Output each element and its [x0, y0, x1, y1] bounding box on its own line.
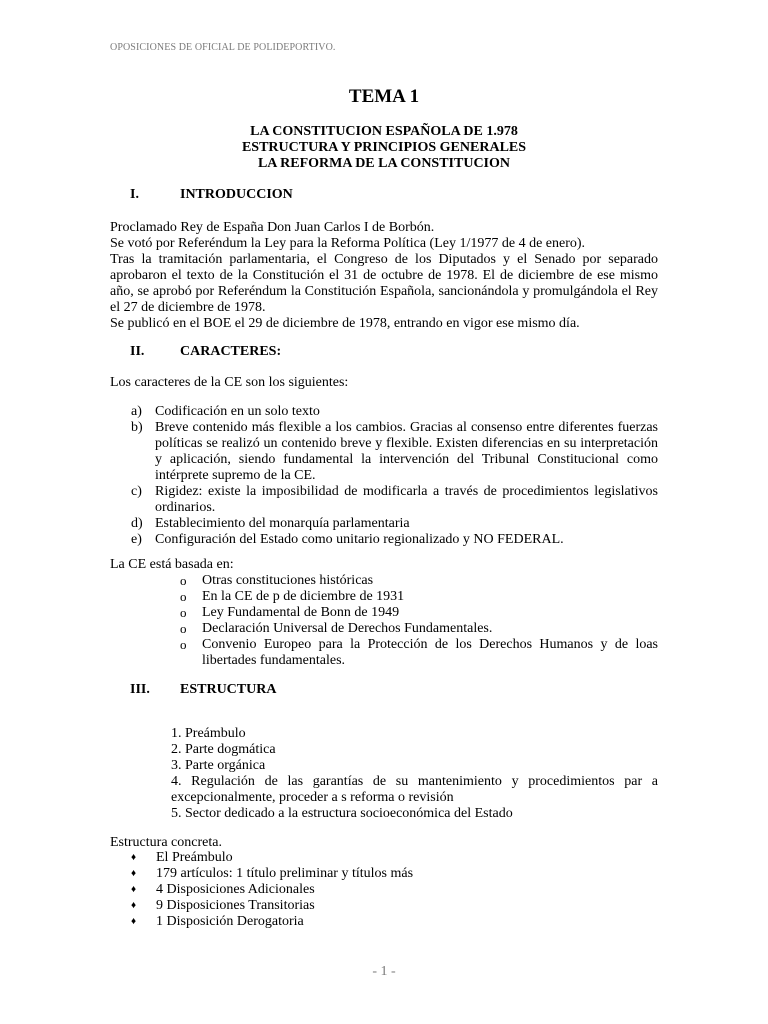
list-marker: d) — [131, 516, 143, 531]
list-item-text: Otras constituciones históricas — [202, 573, 374, 588]
intro-line: Proclamado Rey de España Don Juan Carlos I de Borbón. — [110, 220, 435, 235]
list-item: 1. Preámbulo — [171, 726, 246, 741]
list-item — [110, 898, 658, 914]
list-item-text: 179 artículos: 1 título preliminar y títulos más — [156, 866, 414, 881]
caracteres-intro: Los caracteres de la CE son los siguientes: — [110, 375, 349, 390]
list-item — [110, 637, 658, 669]
diamond-bullet-icon: ♦ — [131, 916, 137, 927]
list-item-text: Ley Fundamental de Bonn de 1949 — [202, 605, 400, 620]
intro-paragraph — [110, 220, 658, 332]
concreta-list — [110, 850, 658, 930]
list-item — [110, 914, 658, 930]
list-marker: a) — [131, 404, 142, 419]
list-item — [110, 605, 658, 621]
list-item-text: Convenio Europeo para la Protección de los Derechos Humanos y de loas libertades fundamentales. — [202, 637, 658, 668]
list-item-text: El Preámbulo — [156, 850, 233, 865]
subtitle-line: LA REFORMA DE LA CONSTITUCION — [257, 156, 511, 171]
list-item-text: Rigidez: existe la imposibilidad de modificarla a través de procedimientos legislativos ordinarios. — [155, 484, 658, 515]
list-item — [110, 866, 658, 882]
bullet-marker: o — [180, 637, 187, 652]
caracteres-list — [110, 404, 658, 548]
diamond-bullet-icon: ♦ — [131, 868, 137, 879]
list-item-text: 4 Disposiciones Adicionales — [156, 882, 315, 897]
list-item — [110, 516, 658, 532]
section-title: INTRODUCCION — [180, 187, 293, 202]
section-heading-caracteres — [130, 344, 281, 360]
list-item-text: Configuración del Estado como unitario regionalizado y NO FEDERAL. — [155, 532, 564, 547]
list-item-text: Codificación en un solo texto — [155, 404, 320, 419]
subtitle-line: LA CONSTITUCION ESPAÑOLA DE 1.978 — [250, 124, 518, 139]
list-item — [110, 621, 658, 637]
list-item — [110, 573, 658, 589]
list-item-text: Establecimiento del monarquía parlamentaria — [155, 516, 410, 531]
list-item — [110, 882, 658, 898]
list-item-text: Breve contenido más flexible a los cambios. Gracias al consenso entre diferentes fuerzas políticas se realizó un contenido breve y flexible. Existen diferencias en su interpretación y aplicación, siendo fundamental la intervención del Tribunal Constitucional como intérprete supremo de la CE. — [155, 420, 658, 483]
list-marker: b) — [131, 420, 143, 435]
bullet-marker: o — [180, 573, 187, 588]
list-item — [110, 850, 658, 866]
section-number: III. — [130, 682, 150, 697]
bullet-marker: o — [180, 605, 187, 620]
list-marker: e) — [131, 532, 142, 547]
list-item: 4. Regulación de las garantías de su mantenimiento y procedimientos par a excepcionalmente, proceder a s reforma o revisión — [171, 774, 658, 805]
list-item-text: 1 Disposición Derogatoria — [156, 914, 304, 929]
estructura-list — [171, 726, 658, 822]
intro-line: Se votó por Referéndum la Ley para la Reforma Política (Ley 1/1977 de 4 de enero). — [110, 236, 586, 251]
list-marker: c) — [131, 484, 142, 499]
section-title: ESTRUCTURA — [180, 682, 277, 697]
running-header: OPOSICIONES DE OFICIAL DE POLIDEPORTIVO. — [110, 42, 336, 53]
diamond-bullet-icon: ♦ — [131, 884, 137, 895]
intro-line: Se publicó en el BOE el 29 de diciembre de 1978, entrando en vigor ese mismo día. — [110, 316, 580, 331]
bullet-marker: o — [180, 589, 187, 604]
list-item — [110, 532, 658, 548]
basada-intro: La CE está basada en: — [110, 557, 234, 572]
list-item-text: En la CE de p de diciembre de 1931 — [202, 589, 405, 604]
list-item — [110, 404, 658, 420]
list-item: 3. Parte orgánica — [171, 758, 266, 773]
list-item — [110, 484, 658, 516]
section-number: I. — [130, 187, 139, 202]
diamond-bullet-icon: ♦ — [131, 852, 137, 863]
tema-title: TEMA 1 — [348, 86, 420, 107]
list-item — [110, 420, 658, 484]
list-item-text: Declaración Universal de Derechos Fundamentales. — [202, 621, 493, 636]
bullet-marker: o — [180, 621, 187, 636]
list-item — [110, 589, 658, 605]
section-title: CARACTERES: — [180, 344, 282, 359]
list-item: 5. Sector dedicado a la estructura socioeconómica del Estado — [171, 806, 513, 821]
subtitle-line: ESTRUCTURA Y PRINCIPIOS GENERALES — [241, 140, 527, 155]
diamond-bullet-icon: ♦ — [131, 900, 137, 911]
concreta-intro: Estructura concreta. — [110, 835, 222, 850]
section-number: II. — [130, 344, 145, 359]
intro-line: Tras la tramitación parlamentaria, el Congreso de los Diputados y el Senado por separado aprobaron el texto de la Constitución el 31 de octubre de 1978. El de diciembre de ese mismo año, se aprobó por Referéndum la Constitución Española, sancionándola y promulgándola el Rey el 27 de diciembre de 1978. — [110, 252, 658, 315]
section-heading-introduccion — [130, 187, 293, 203]
subtitle-block — [0, 124, 768, 172]
list-item: 2. Parte dogmática — [171, 742, 276, 757]
basada-list — [110, 573, 658, 669]
list-item-text: 9 Disposiciones Transitorias — [156, 898, 315, 913]
page-number: - 1 - — [372, 964, 396, 979]
section-heading-estructura — [130, 682, 276, 698]
